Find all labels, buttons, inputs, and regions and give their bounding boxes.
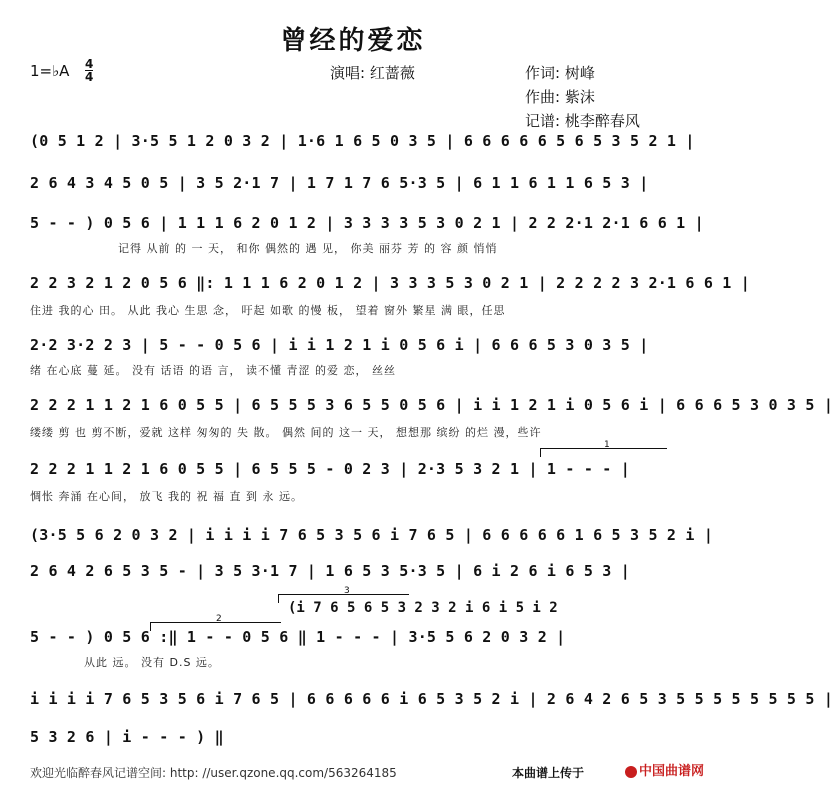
lyricist-credit: 作词: 树峰 xyxy=(525,64,595,82)
transcriber-credit: 记谱: 桃李醉春风 xyxy=(525,112,640,130)
score-system-2: 2 6 4 3 4 5 0 5 | 3 5 2·1 7 | 1 7 1 7 6 5·3 5 | 6 1 1 6 1 1 6 5 3 | xyxy=(30,174,649,192)
volta-number-3: 3 xyxy=(344,586,350,596)
time-signature-bottom: 4 xyxy=(85,70,94,84)
time-signature-top: 4 xyxy=(85,57,94,71)
lyric-line-4: 住进 我的心 田。 从此 我心 生思 念， 吁起 如歌 的慢 板， 望着 窗外 繁星 满 眼，任思 xyxy=(30,304,506,317)
score-system-12: 5 3 2 6 | i - - - ) ‖ xyxy=(30,728,224,746)
score-system-3: 5 - - ) 0 5 6 | 1 1 1 6 2 0 1 2 | 3 3 3 3 5 3 0 2 1 | 2 2 2·1 2·1 6 6 1 | xyxy=(30,214,704,232)
logo-text: 中国曲谱网 xyxy=(639,764,705,779)
footer-upload-label: 本曲谱上传于 xyxy=(512,766,585,780)
lyric-line-7: 惆怅 奔涌 在心间， 放飞 我的 祝 福 直 到 永 远。 xyxy=(30,490,303,503)
lyric-line-10: 从此 远。 没有 D.S 远。 xyxy=(84,656,220,669)
logo-mark-icon xyxy=(625,766,637,778)
site-logo[interactable] xyxy=(625,760,704,779)
score-system-8: (3·5 5 6 2 0 3 2 | i i i i 7 6 5 3 5 6 i 7 6 5 | 6 6 6 6 6 1 6 5 3 5 2 i | xyxy=(30,526,714,544)
score-system-7: 2 2 2 1 1 2 1 6 0 5 5 | 6 5 5 5 - 0 2 3 | 2·3 5 3 2 1 | 1 - - - | xyxy=(30,460,630,478)
score-system-4: 2 2 3 2 1 2 0 5 6 ‖: 1 1 1 6 2 0 1 2 | 3 3 3 5 3 0 2 1 | 2 2 2 2 3 2·1 6 6 1 | xyxy=(30,274,750,292)
singer-credit: 演唱: 红蔷薇 xyxy=(330,64,415,82)
score-system-10: 5 - - ) 0 5 6 :‖ 1 - - 0 5 6 ‖ 1 - - - | 3·5 5 6 2 0 3 2 | xyxy=(30,628,566,646)
time-signature xyxy=(85,58,93,83)
coda-phrase: (i 7 6 5 6 5 3 2 3 2 i 6 i 5 i 2 xyxy=(288,600,558,616)
key-signature: 1=♭A xyxy=(30,62,70,80)
score-system-9: 2 6 4 2 6 5 3 5 - | 3 5 3·1 7 | 1 6 5 3 5·3 5 | 6 i 2 6 i 6 5 3 | xyxy=(30,562,630,580)
score-system-6: 2 2 2 1 1 2 1 6 0 5 5 | 6 5 5 5 3 6 5 5 0 5 6 | i i 1 2 1 i 0 5 6 i | 6 6 6 5 3 0 3 5 | xyxy=(30,396,833,414)
volta-number-2: 2 xyxy=(216,614,222,624)
footer-welcome: 欢迎光临醉春风记谱空间: http: //user.qzone.qq.com/563264185 xyxy=(30,766,397,780)
score-system-11: i i i i 7 6 5 3 5 6 i 7 6 5 | 6 6 6 6 6 i 6 5 3 5 2 i | 2 6 4 2 6 5 3 5 5 5 5 5 5 5 5 | xyxy=(30,690,833,708)
score-system-1: (0 5 1 2 | 3·5 5 1 2 0 3 2 | 1·6 1 6 5 0 3 5 | 6 6 6 6 6 5 6 5 3 5 2 1 | xyxy=(30,132,695,150)
lyric-line-3: 记得 从前 的 一 天， 和你 偶然的 遇 见， 你美 丽芬 芳 的 容 颜 悄悄 xyxy=(118,242,498,255)
lyric-line-6: 缕缕 剪 也 剪不断，爱就 这样 匆匆的 失 散。 偶然 间的 这一 天， 想想那 缤纷 的烂 漫，些许 xyxy=(30,426,542,439)
volta-number-1: 1 xyxy=(604,440,610,450)
score-title: 曾经的爱恋 xyxy=(280,26,426,56)
score-system-5: 2·2 3·2 2 3 | 5 - - 0 5 6 | i i 1 2 1 i 0 5 6 i | 6 6 6 5 3 0 3 5 | xyxy=(30,336,649,354)
volta-bracket-1 xyxy=(540,440,667,457)
composer-credit: 作曲: 紫沫 xyxy=(525,88,595,106)
lyric-line-5: 绪 在心底 蔓 延。 没有 话语 的语 言， 读不懂 青涩 的爱 恋， 丝丝 xyxy=(30,364,396,377)
